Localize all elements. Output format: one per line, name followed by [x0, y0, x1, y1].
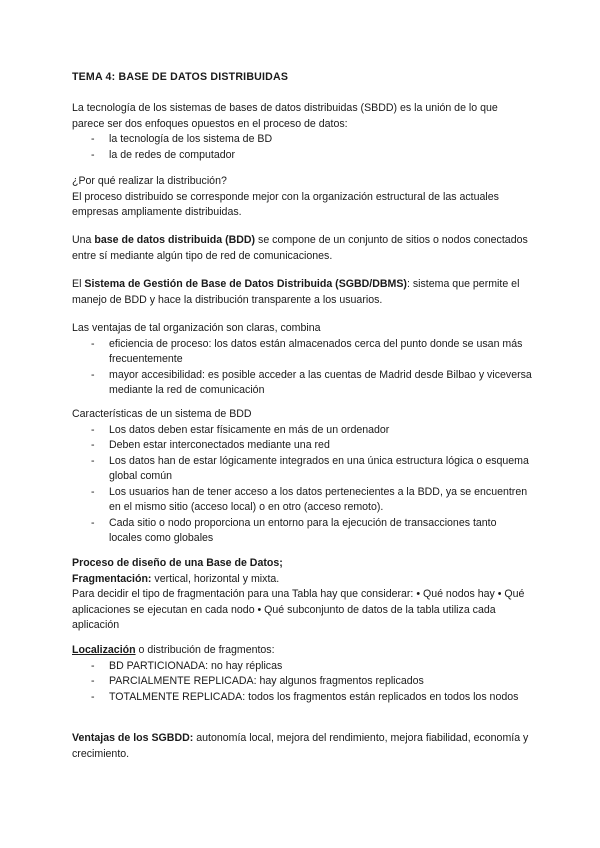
- fragmentacion-line: Fragmentación: vertical, horizontal y mixta.: [72, 572, 280, 585]
- sgbd-definition: El Sistema de Gestión de Base de Datos Distribuida (SGBD/DBMS): sistema que permite el manejo de BDD y hace la distribución transparente a los usuarios.: [72, 278, 520, 306]
- why-question: ¿Por qué realizar la distribución?: [72, 175, 227, 187]
- localizacion-section: [72, 643, 532, 705]
- intro-list: [72, 132, 532, 163]
- list-item: - Cada sitio o nodo proporciona un entorno para la ejecución de transacciones tanto locales como globales: [72, 516, 532, 547]
- ventajas-intro: Las ventajas de tal organización son claras, combina: [72, 322, 321, 334]
- why-answer: El proceso distribuido se corresponde mejor con la organización estructural de las actuales empresas ampliamente distribuidas.: [72, 190, 499, 218]
- ventajas-sgbdd: Ventajas de los SGBDD: autonomía local, mejora del rendimiento, mejora fiabilidad, economía y crecimiento.: [72, 732, 529, 760]
- list-item: - Deben estar interconectados mediante una red: [72, 438, 532, 454]
- list-item: - la tecnología de los sistema de BD: [72, 132, 532, 148]
- list-item: - Los datos han de estar lógicamente integrados en una única estructura lógica o esquema global común: [72, 454, 532, 485]
- caracteristicas-section: [72, 407, 532, 547]
- list-item: - BD PARTICIONADA: no hay réplicas: [72, 659, 532, 675]
- list-item: - TOTALMENTE REPLICADA: todos los fragmentos están replicados en todos los nodos: [72, 690, 532, 706]
- list-item: - Los usuarios han de tener acceso a los datos pertenecientes a la BDD, ya se encuentren en el mismo sitio (acceso local) o en otro (acceso remoto).: [72, 485, 532, 516]
- localizacion-line: Localización o distribución de fragmentos:: [72, 644, 275, 656]
- localizacion-list: [72, 659, 532, 706]
- sgbd-term: Sistema de Gestión de Base de Datos Distribuida (SGBD/DBMS): [84, 278, 407, 290]
- caracteristicas-list: [72, 423, 532, 547]
- caracteristicas-intro: Características de un sistema de BDD: [72, 408, 252, 420]
- ventajas-list: [72, 337, 532, 399]
- diseno-heading: Proceso de diseño de una Base de Datos;: [72, 557, 283, 569]
- bdd-term: base de datos distribuida (BDD): [94, 234, 256, 246]
- list-item: - eficiencia de proceso: los datos están almacenados cerca del punto donde se usan más frecuentemente: [72, 337, 532, 368]
- intro-paragraph: La tecnología de los sistemas de bases de datos distribuidas (SBDD) es la unión de lo que parece ser dos enfoques opuestos en el proceso de datos:: [72, 102, 498, 130]
- list-item: - la de redes de computador: [72, 148, 532, 164]
- fragmentacion-term: Fragmentación:: [72, 572, 152, 585]
- list-item: - mayor accesibilidad: es posible acceder a las cuentas de Madrid desde Bilbao y viceversa mediante la red de comunicación: [72, 368, 532, 399]
- bdd-definition: Una base de datos distribuida (BDD) se compone de un conjunto de sitios o nodos conectados entre sí mediante algún tipo de red de comunicaciones.: [72, 234, 528, 262]
- ventajas-section: [72, 321, 532, 399]
- page-title: TEMA 4: BASE DE DATOS DISTRIBUIDAS: [72, 71, 289, 83]
- intro-section: [72, 101, 532, 163]
- list-item: - Los datos deben estar físicamente en más de un ordenador: [72, 423, 532, 439]
- localizacion-term: Localización: [72, 644, 136, 656]
- list-item: - PARCIALMENTE REPLICADA: hay algunos fragmentos replicados: [72, 674, 532, 690]
- fragmentacion-text: Para decidir el tipo de fragmentación para una Tabla hay que considerar: • Qué nodos hay • Qué aplicaciones se ejecutan en cada nodo • Qué subconjunto de datos de la tabla utiliza cada aplicación: [72, 588, 525, 631]
- why-section: [72, 174, 532, 221]
- ventajas-sgbdd-term: Ventajas de los SGBDD:: [72, 732, 194, 744]
- diseno-section: [72, 556, 532, 634]
